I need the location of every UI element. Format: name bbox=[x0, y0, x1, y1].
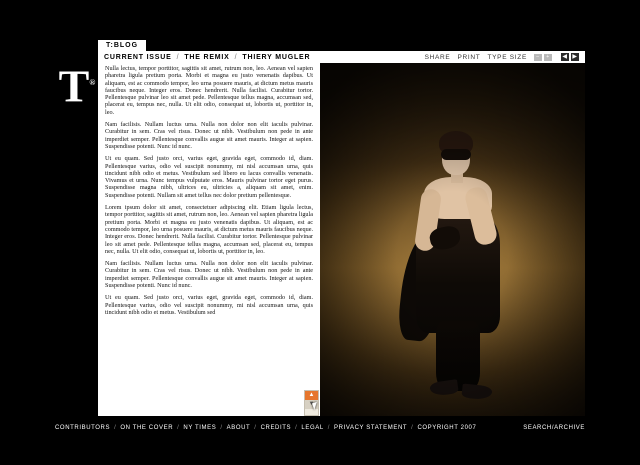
footer-separator: / bbox=[295, 425, 298, 431]
print-button[interactable]: PRINT bbox=[457, 53, 481, 61]
footer-right-links bbox=[523, 425, 585, 431]
fashion-photograph bbox=[320, 63, 585, 416]
footer-link-on-the-cover[interactable]: ON THE COVER bbox=[120, 425, 174, 431]
type-size-decrease-button[interactable]: – bbox=[534, 54, 542, 61]
breadcrumb-item-current-issue[interactable]: CURRENT ISSUE bbox=[104, 53, 172, 61]
article-paragraph: Lorem ipsum dolor sit amet, consectetuer adipiscing elit. Etiam ligula lectus, tempor porttitor, sagittis sit amet, rutrum non, leo. Aenean vel sapien pharetra ligula pretium porta. Morbi et magna eu justo venenatis dapibus. Ut aliquam, est ac commodo tempor, leo urna posuere mauris, at dictum metus mauris faucibus neque. Integer eros. Donec hendrerit. Nulla facilisi. Curabitur tortor. Pellentesque pulvinar leo sit amet pede. Pellentesque tellus magna, accumsan sed, placerat eu, tempus nec, nulla. Ut elit odio, consequat ut, lobortis ut, porttitor in, leo. bbox=[105, 204, 313, 255]
footer-link-privacy-statement[interactable]: PRIVACY STATEMENT bbox=[334, 425, 408, 431]
footer-link-credits[interactable]: CREDITS bbox=[260, 425, 292, 431]
type-size-label: TYPE SIZE bbox=[487, 53, 527, 61]
share-button[interactable]: SHARE bbox=[424, 53, 451, 61]
article-paragraph: Ut eu quam. Sed justo orci, varius eget, gravida eget, commodo id, diam. Pellentesque varius, odio vel suscipit nonummy, mi nisl accumsan urna, quis tincidunt nibh odio et metus. Vestibulum sed libero eu lacus convallis venenatis. Vivamus et urna. Nunc tempus vulputate eros. Mauris pulvinar tortor eget purus. Suspendisse magna nibh, ultrices eu, ultricies a, aliquam sit amet, enim. Suspendisse potenti. Nullam sit amet tellus nec dolor pretium pellentesque. bbox=[105, 155, 313, 199]
breadcrumb-item-thiery-mugler[interactable]: THIERY MUGLER bbox=[242, 53, 311, 61]
breadcrumb-navbar bbox=[98, 51, 585, 63]
breadcrumb-separator: / bbox=[176, 53, 180, 61]
pager-controls bbox=[561, 53, 579, 61]
t-logo-trademark-icon: ® bbox=[89, 78, 96, 87]
footer-link-about[interactable]: ABOUT bbox=[226, 425, 251, 431]
photo-vignette bbox=[320, 63, 585, 416]
article-paragraph: Nam facilisis. Nullam luctus urna. Nulla non dolor non elit iaculis pulvinar. Curabitur in sem. Cras vel risus. Donec ut nibh. Vestibulum non pede in ante imperdiet semper. Pellentesque convallis augue sit amet mauris. Integer at sapien. Suspendisse potenti. Nunc id nunc. bbox=[105, 121, 313, 150]
footer-link-ny-times[interactable]: NY TIMES bbox=[183, 425, 217, 431]
breadcrumb-item-the-remix[interactable]: THE REMIX bbox=[184, 53, 230, 61]
t-logo-letter: T bbox=[58, 60, 90, 112]
scroll-up-button[interactable]: ▲ bbox=[305, 391, 318, 400]
footer-link-contributors[interactable]: CONTRIBUTORS bbox=[55, 425, 111, 431]
next-page-button[interactable]: ▶ bbox=[572, 54, 578, 60]
breadcrumb bbox=[98, 54, 310, 61]
footer-separator: / bbox=[114, 425, 117, 431]
footer-links bbox=[55, 425, 476, 431]
footer-separator: / bbox=[254, 425, 257, 431]
footer bbox=[55, 422, 585, 434]
article-text-column[interactable] bbox=[98, 63, 320, 416]
footer-separator: / bbox=[177, 425, 180, 431]
breadcrumb-separator: / bbox=[234, 53, 238, 61]
scroll-down-button[interactable]: ▼ bbox=[305, 400, 318, 409]
article-paragraph: Ut eu quam. Sed justo orci, varius eget, gravida eget, commodo id, diam. Pellentesque varius, odio vel suscipit nonummy, mi nisl accumsan urna, quis tincidunt nibh odio et metus. Vestibulum sed bbox=[105, 294, 313, 316]
footer-separator: / bbox=[411, 425, 414, 431]
article-paragraph: Nam facilisis. Nullam luctus urna. Nulla non dolor non elit iaculis pulvinar. Curabitur in sem. Cras vel risus. Donec ut nibh. Vestibulum non pede in ante imperdiet semper. Pellentesque convallis augue sit amet mauris. Integer at sapien. Suspendisse potenti. Nunc id nunc. bbox=[105, 260, 313, 290]
tblog-tab-label: T:BLOG bbox=[106, 42, 139, 49]
tblog-tab[interactable] bbox=[98, 40, 146, 51]
type-size-controls bbox=[534, 54, 552, 61]
previous-page-button[interactable]: ◀ bbox=[562, 54, 568, 60]
article-tools bbox=[425, 53, 585, 61]
footer-separator: / bbox=[220, 425, 223, 431]
t-magazine-logo[interactable] bbox=[56, 60, 98, 112]
footer-separator: / bbox=[327, 425, 331, 431]
footer-link-legal[interactable]: LEGAL bbox=[301, 425, 324, 431]
footer-copyright: COPYRIGHT 2007 bbox=[417, 425, 477, 431]
type-size-increase-button[interactable]: + bbox=[544, 54, 552, 61]
footer-separator: / bbox=[551, 425, 555, 431]
footer-link-archive[interactable]: ARCHIVE bbox=[554, 425, 585, 431]
article-paragraph: Nulla lectus, tempor porttitor, sagittis sit amet, rutrum non, leo. Aenean vel sapien pharetra ligula pretium porta. Morbi et magna eu justo venenatis dapibus. Ut aliquam, est ac commodo tempor, leo urna posuere mauris, at dictum metus mauris faucibus neque. Integer eros. Donec hendrerit. Nulla facilisi. Curabitur tortor. Pellentesque pulvinar leo sit amet pede. Pellentesque tellus magna, accumsan sed, placerat eu, tempus nec, nulla. Ut elit odio, consequat ut, lobortis ut, porttitor in, leo. bbox=[105, 65, 313, 116]
footer-link-search[interactable]: SEARCH bbox=[523, 425, 552, 431]
